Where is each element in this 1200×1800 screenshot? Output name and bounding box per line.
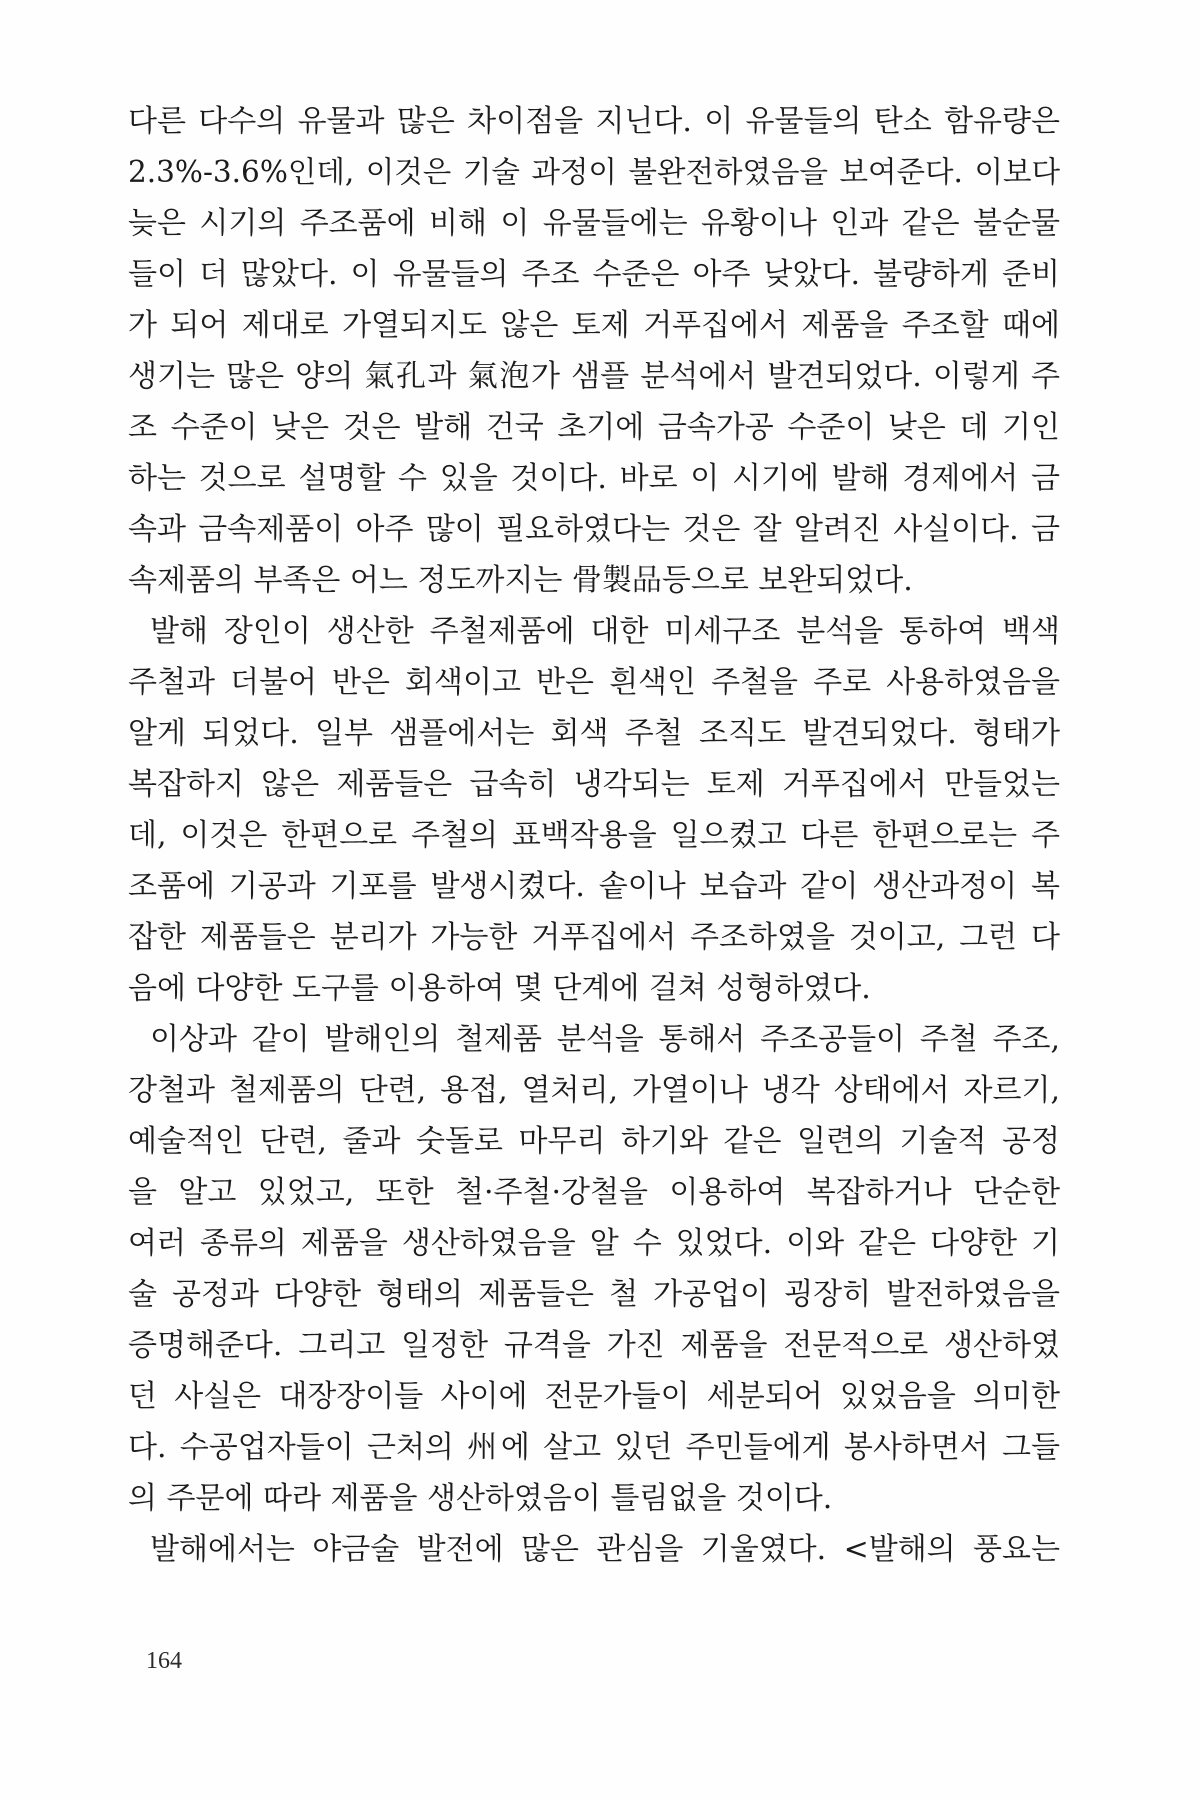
text-line: 강철과 철제품의 단련, 용접, 열처리, 가열이나 냉각 상태에서 자르기,	[128, 1073, 1060, 1108]
text-line: 여러 종류의 제품을 생산하였음을 알 수 있었다. 이와 같은 다양한 기	[128, 1226, 1060, 1261]
text-line: 생기는 많은 양의 氣孔과 氣泡가 샘플 분석에서 발견되었다. 이렇게 주	[128, 359, 1060, 394]
text-line: 증명해준다. 그리고 일정한 규격을 가진 제품을 전문적으로 생산하였	[128, 1328, 1060, 1363]
text-line: 데, 이것은 한편으로 주철의 표백작용을 일으켰고 다른 한편으로는 주	[128, 818, 1060, 853]
text-line: 하는 것으로 설명할 수 있을 것이다. 바로 이 시기에 발해 경제에서 금	[128, 461, 1060, 496]
page-number: 164	[146, 1648, 182, 1674]
paragraph-first-line: 발해에서는 야금술 발전에 많은 관심을 기울였다. <발해의 풍요는	[150, 1532, 1060, 1567]
text-line: 가 되어 제대로 가열되지도 않은 토제 거푸집에서 제품을 주조할 때에	[128, 308, 1060, 343]
text-line: 다. 수공업자들이 근처의 州에 살고 있던 주민들에게 봉사하면서 그들	[128, 1430, 1060, 1465]
text-line: 2.3%-3.6%인데, 이것은 기술 과정이 불완전하였음을 보여준다. 이보다	[128, 155, 1060, 189]
text-line: 조 수준이 낮은 것은 발해 건국 초기에 금속가공 수준이 낮은 데 기인	[128, 410, 1060, 445]
paragraph-first-line: 발해 장인이 생산한 주철제품에 대한 미세구조 분석을 통하여 백색	[150, 614, 1060, 649]
text-line: 복잡하지 않은 제품들은 급속히 냉각되는 토제 거푸집에서 만들었는	[128, 767, 1060, 802]
text-line: 잡한 제품들은 분리가 가능한 거푸집에서 주조하였을 것이고, 그런 다	[128, 920, 1060, 955]
text-line: 조품에 기공과 기포를 발생시켰다. 솥이나 보습과 같이 생산과정이 복	[128, 869, 1060, 904]
text-line: 속과 금속제품이 아주 많이 필요하였다는 것은 잘 알려진 사실이다. 금	[128, 512, 1060, 547]
text-line: 속제품의 부족은 어느 정도까지는 骨製品등으로 보완되었다.	[128, 563, 913, 598]
text-line: 예술적인 단련, 줄과 숫돌로 마무리 하기와 같은 일련의 기술적 공정	[128, 1124, 1060, 1159]
text-line: 주철과 더불어 반은 회색이고 반은 흰색인 주철을 주로 사용하였음을	[128, 665, 1060, 700]
text-line: 알게 되었다. 일부 샘플에서는 회색 주철 조직도 발견되었다. 형태가	[128, 716, 1060, 751]
text-line: 다른 다수의 유물과 많은 차이점을 지닌다. 이 유물들의 탄소 함유량은	[128, 104, 1060, 139]
text-line: 을 알고 있었고, 또한 철·주철·강철을 이용하여 복잡하거나 단순한	[128, 1175, 1060, 1210]
text-line: 음에 다양한 도구를 이용하여 몇 단계에 걸쳐 성형하였다.	[128, 971, 871, 1006]
text-line: 늦은 시기의 주조품에 비해 이 유물들에는 유황이나 인과 같은 불순물	[128, 206, 1060, 241]
text-line: 의 주문에 따라 제품을 생산하였음이 틀림없을 것이다.	[128, 1481, 833, 1516]
paragraph-first-line: 이상과 같이 발해인의 철제품 분석을 통해서 주조공들이 주철 주조,	[150, 1022, 1060, 1057]
text-line: 술 공정과 다양한 형태의 제품들은 철 가공업이 굉장히 발전하였음을	[128, 1277, 1060, 1312]
text-line: 들이 더 많았다. 이 유물들의 주조 수준은 아주 낮았다. 불량하게 준비	[128, 257, 1060, 292]
text-line: 던 사실은 대장장이들 사이에 전문가들이 세분되어 있었음을 의미한	[128, 1379, 1060, 1414]
body-text	[128, 96, 1060, 1575]
